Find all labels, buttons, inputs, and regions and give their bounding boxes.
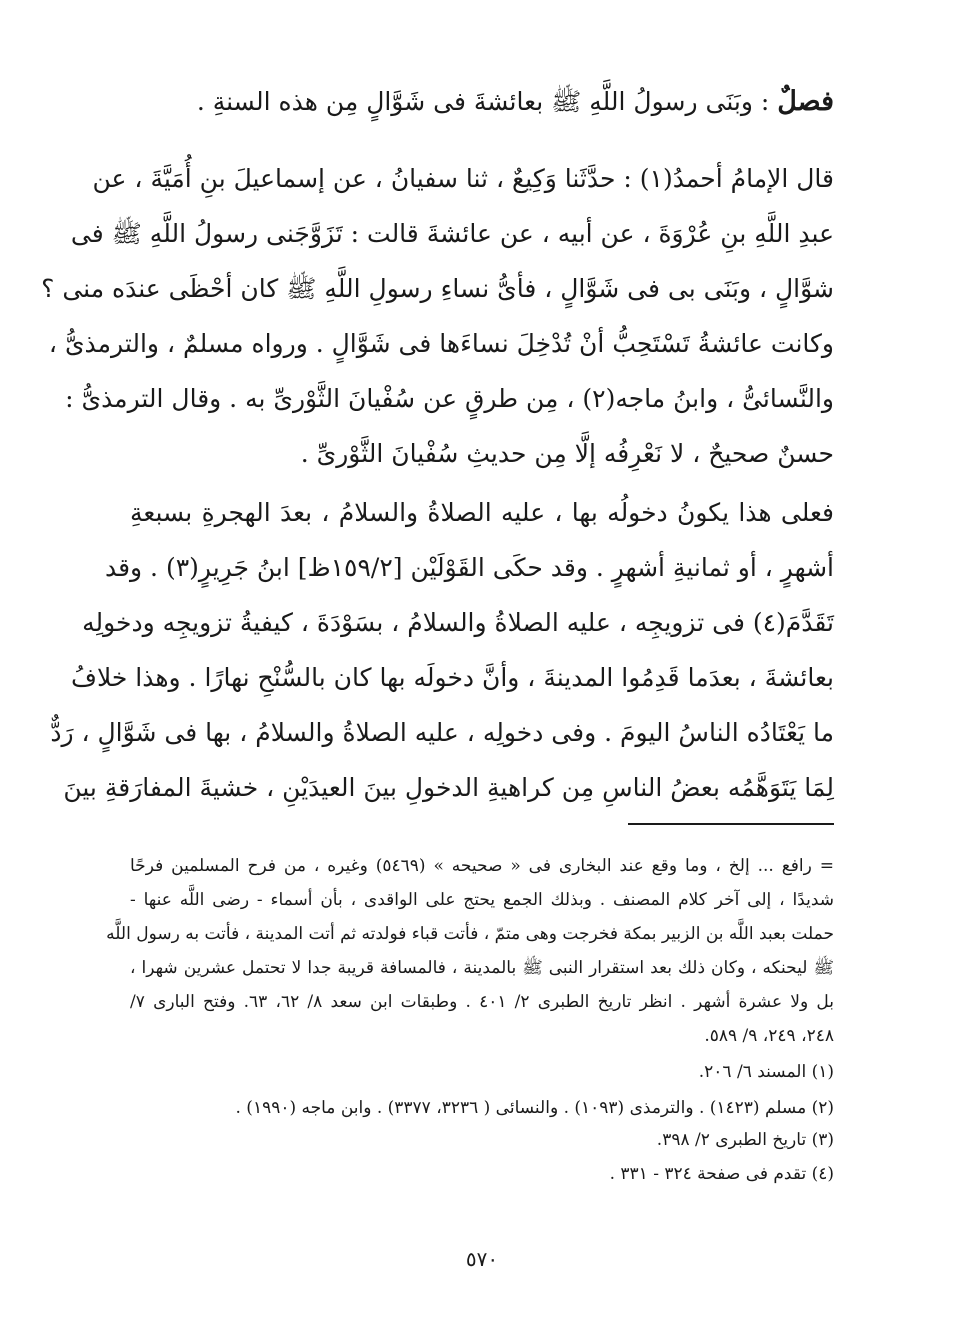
body-line: أشهرٍ ، أو ثمانيةِ أشهرٍ . وقد حكَى القَوْلَيْن [١٥٩/٢ظ] ابنُ جَرِيرٍ(٣) . وقد	[104, 553, 834, 582]
body-line: شوَّالٍ ، وبَنَى بى فى شَوَّالٍ ، فأىُّ نساءِ رسولِ اللَّهِ ﷺ كان أحْظَى عندَه منى ؟	[41, 274, 834, 303]
footnote-3: (٣) تاريخ الطبرى ٢/ ٣٩٨.	[656, 1130, 834, 1150]
footnote-2: (٢) مسلم (١٤٢٣) . والترمذى (١٠٩٣) . والنسائى ( ٣٢٣٦، ٣٣٧٧) . وابن ماجه (١٩٩٠) .	[235, 1098, 834, 1118]
footnote-4: (٤) تقدم فى صفحة ٣٢٤ - ٣٣١ .	[609, 1164, 834, 1184]
body-line: والنَّسائىُّ ، وابنُ ماجه(٢) ، مِن طرقٍ عن سُفْيانَ الثَّوْرىِّ به . وقال الترمذىُّ :	[65, 384, 834, 413]
body-line: قال الإمامُ أحمدُ(١) : حدَّثَنا وَكِيعٌ ، ثنا سفيانُ ، عن إسماعيلَ بنِ أُمَيَّةَ ، عن	[92, 164, 834, 193]
footnote-line: شديدًا ، إلى آخر كلام المصنف . وبذلك الجمع يحتج على الواقدى ، بأن أسماء - رضى اللَّه عنها -	[130, 890, 834, 910]
body-line: بعائشةَ ، بعدَما قَدِمُوا المدينةَ ، وأنَّ دخولَه بها كان بالسُّنْحِ نهارًا . وهذا خلافُ	[71, 663, 834, 692]
body-line: حسنٌ صحيحٌ ، لا نَعْرِفُه إلَّا مِن حديثِ سُفْيانَ الثَّوْرىِّ .	[300, 439, 834, 468]
footnote-line: ﷺ ليحنكه ، وكان ذلك بعد استقرار النبى ﷺ بالمدينة ، فالمسافة قريبة جدا لا تحتمل عشرين شهرا ،	[130, 958, 834, 978]
section-heading	[130, 82, 834, 122]
footnote-line: ٢٤٨، ٢٤٩، ٩/ ٥٨٩.	[704, 1026, 834, 1046]
page-number: ٥٧٠	[465, 1247, 499, 1271]
body-line: عبدِ اللَّهِ بنِ عُرْوَةَ ، عن أبيه ، عن عائشةَ قالت : تَزَوَّجَنى رسولُ اللَّهِ ﷺ فى	[70, 219, 834, 248]
section-heading-text: : وبَنَى رسولُ اللَّهِ ﷺ بعائشةَ فى شَوَّالٍ مِن هذه السنةِ .	[196, 87, 778, 116]
body-line: لِمَا يَتَوَهَّمُه بعضُ الناسِ مِن كراهيةِ الدخولِ بينَ العيدَيْنِ ، خشيةَ المفارَقةِ بينَ	[63, 773, 834, 802]
footnote-line: بل ولا عشرة أشهر . انظر تاريخ الطبرى ٢/ ٤٠١ . وطبقات ابن سعد ٨/ ٦٢، ٦٣. وفتح البارى ٧/	[130, 992, 834, 1012]
body-line: تَقَدَّمَ(٤) فى تزويجِه ، عليه الصلاةُ والسلامُ ، بسَوْدَةَ ، كيفيةُ تزويجِه ودخولِه	[82, 608, 834, 637]
section-heading-label: فصلٌ	[777, 86, 834, 117]
footnote-line: = رافع ... إلخ ، وما وقع عند البخارى فى « صحيحه » (٥٤٦٩) وغيره ، من فرح المسلمين فرحًا	[130, 856, 835, 876]
body-line: فعلى هذا يكونُ دخولُه بها ، عليه الصلاةُ والسلامُ ، بعدَ الهجرةِ بسبعةِ	[130, 498, 834, 527]
footnote-line: حملت بعبد اللَّه بن الزبير بمكة فخرجت وهى متمّ ، فأتت قباء فولدته ثم أتت المدينة ، فأتت به رسول اللَّه	[106, 924, 834, 944]
footnote-separator	[628, 823, 834, 825]
body-line: ما يَعْتَادُه الناسُ اليومَ . وفى دخولِه ، عليه الصلاةُ والسلامُ ، بها فى شَوَّالٍ ، رَدٌّ	[50, 718, 834, 747]
body-line: وكانت عائشةُ تَسْتَحِبُّ أنْ تُدْخِلَ نساءَها فى شَوَّالٍ . ورواه مسلمٌ ، والترمذىُّ ،	[48, 329, 834, 358]
footnote-1: (١) المسند ٦/ ٢٠٦.	[698, 1062, 834, 1082]
